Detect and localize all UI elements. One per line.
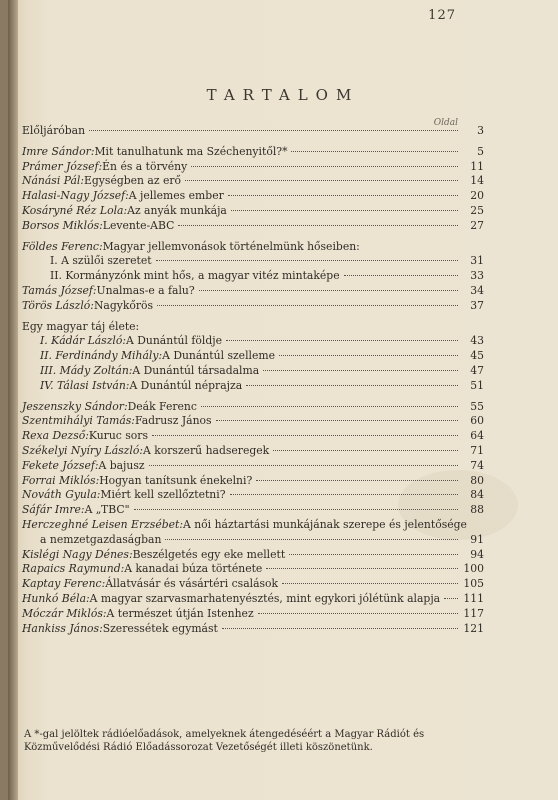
toc-leader-dots <box>279 354 458 356</box>
toc-title: A kanadai búza története <box>124 562 263 576</box>
toc-leader-dots <box>201 405 458 407</box>
toc-author: Törös László: <box>22 298 94 312</box>
toc-entry <box>22 444 484 459</box>
toc-entry <box>22 145 484 160</box>
toc-author: Borsos Miklós: <box>22 218 103 232</box>
toc-entry <box>22 459 484 474</box>
toc-entry <box>22 429 484 444</box>
toc-author: Földes Ferenc: <box>22 239 103 253</box>
toc-leader-dots <box>291 150 458 152</box>
toc-page-number: 31 <box>470 254 484 268</box>
toc-leader-dots <box>444 597 458 599</box>
toc-title: Állatvásár és vásártéri csalások <box>105 577 279 591</box>
toc-page-number: 60 <box>470 414 484 428</box>
toc-title: a nemzetgazdaságban <box>40 532 162 546</box>
toc-entry <box>22 607 484 622</box>
toc-entry <box>22 204 484 219</box>
toc-entry <box>22 254 484 269</box>
toc-title: A női háztartási munkájának szerepe és jelentősége <box>183 517 467 531</box>
toc-author: Nováth Gyula: <box>22 488 101 502</box>
toc-leader-dots <box>228 194 458 196</box>
toc-entry <box>22 474 484 489</box>
toc-title: A Dunántúl földje <box>126 334 222 348</box>
toc-title: A jellemes ember <box>128 189 224 203</box>
toc-title: Előljáróban <box>22 124 86 137</box>
toc-title: Egy magyar táj élete: <box>22 319 140 333</box>
toc-author: Móczár Miklós: <box>22 606 107 620</box>
toc-leader-dots <box>230 493 459 495</box>
toc-entry <box>22 174 484 189</box>
toc-author: Szentmihályi Tamás: <box>22 414 135 428</box>
toc-entry <box>22 533 484 548</box>
toc-entry <box>22 622 484 637</box>
toc-entry <box>22 562 484 577</box>
toc-entry <box>22 189 484 204</box>
toc-author: Herczeghné Leisen Erzsébet: <box>22 517 183 531</box>
book-page <box>8 0 558 800</box>
toc-title: A „TBC" <box>84 503 130 517</box>
toc-page-number: 100 <box>463 562 484 576</box>
toc-entry <box>22 488 484 503</box>
toc-leader-dots <box>258 612 458 614</box>
toc-title: Mit tanulhatunk ma Széchenyitől?* <box>94 144 288 158</box>
toc-author: I. Kádár László: <box>40 334 127 348</box>
toc-title: Magyar jellemvonások történelmünk hőseiben: <box>102 239 360 253</box>
toc-author: Jeszenszky Sándor: <box>22 399 128 413</box>
toc-title: A bajusz <box>98 458 145 472</box>
toc-leader-dots <box>185 179 458 181</box>
toc-page-number: 117 <box>463 606 484 620</box>
toc-page-number: 91 <box>470 532 484 546</box>
toc-entry <box>22 349 484 364</box>
toc-title: A Dunántúl néprajza <box>129 378 243 392</box>
toc-leader-dots <box>344 274 458 276</box>
toc-page-number: 45 <box>470 349 484 363</box>
toc-entry <box>22 240 484 255</box>
toc-entry <box>22 518 484 533</box>
toc-leader-dots <box>216 419 458 421</box>
toc-leader-dots <box>152 434 458 436</box>
toc-leader-dots <box>157 304 458 306</box>
toc-author: Kislégi Nagy Dénes: <box>22 547 133 561</box>
page-column-header: Oldal <box>433 118 458 128</box>
toc-title: A természet útján Istenhez <box>106 606 254 620</box>
toc-page-number: 33 <box>470 269 484 283</box>
toc-title: Unalmas-e a falu? <box>96 283 195 297</box>
toc-entry <box>22 284 484 299</box>
toc-leader-dots <box>149 464 458 466</box>
toc-page-number: 3 <box>477 124 484 137</box>
toc-title: Én és a törvény <box>102 159 188 173</box>
page-title: TARTALOM <box>206 86 360 104</box>
toc-title: Miért kell szellőztetni? <box>100 488 226 502</box>
toc-author: II. Ferdinándy Mihály: <box>40 349 163 363</box>
toc-leader-dots <box>165 538 458 540</box>
toc-leader-dots <box>89 129 458 131</box>
toc-author: Fekete József: <box>22 458 99 472</box>
toc-leader-dots <box>266 567 458 569</box>
toc-page-number: 71 <box>470 443 484 457</box>
toc-leader-dots <box>263 369 458 371</box>
toc-author: Nánási Pál: <box>22 174 85 188</box>
toc-page-number: 14 <box>470 174 484 188</box>
toc-page-number: 80 <box>470 473 484 487</box>
toc-title: Levente-ABC <box>102 218 175 232</box>
toc-leader-dots <box>134 508 458 510</box>
toc-title: A Dunántúl társadalma <box>132 363 260 377</box>
toc-leader-dots <box>199 289 458 291</box>
toc-title: Kuruc sors <box>88 429 149 443</box>
toc-leader-dots <box>256 479 458 481</box>
toc-title: Fadrusz János <box>134 414 212 428</box>
toc-entry <box>22 379 484 394</box>
toc-author: Rapaics Raymund: <box>22 562 125 576</box>
toc-page-number: 20 <box>470 189 484 203</box>
toc-entry <box>22 299 484 314</box>
toc-title: A korszerű hadseregek <box>142 443 270 457</box>
toc-page-number: 88 <box>470 503 484 517</box>
toc-page-number: 25 <box>470 203 484 217</box>
toc-entry <box>22 364 484 379</box>
toc-leader-dots <box>191 165 458 167</box>
toc-title: Az anyák munkája <box>127 203 227 217</box>
toc-title: I. A szülői szeretet <box>50 254 152 268</box>
toc-entry <box>22 269 484 284</box>
toc-leader-dots <box>178 224 458 226</box>
toc-title: Szeressétek egymást <box>102 621 218 635</box>
toc-leader-dots <box>282 582 458 584</box>
page-number: 127 <box>428 8 456 23</box>
book-spine <box>8 0 18 800</box>
toc-author: Sáfár Imre: <box>22 503 85 517</box>
toc-author: Kaptay Ferenc: <box>22 577 106 591</box>
toc-page-number: 5 <box>477 144 484 158</box>
toc-page-number: 43 <box>470 334 484 348</box>
toc-author: Székelyi Nyíry László: <box>22 443 143 457</box>
toc-entry <box>22 400 484 415</box>
toc-page-number: 64 <box>470 429 484 443</box>
toc-title: Beszélgetés egy eke mellett <box>132 547 286 561</box>
toc-author: IV. Tálasi István: <box>40 378 130 392</box>
toc-leader-dots <box>156 259 458 261</box>
toc-leader-dots <box>231 209 458 211</box>
toc-page-number: 105 <box>463 577 484 591</box>
toc-entry <box>22 160 484 175</box>
toc-leader-dots <box>226 339 458 341</box>
toc-page-number: 55 <box>470 399 484 413</box>
toc-author: Forrai Miklós: <box>22 473 100 487</box>
footnote: A *-gal jelöltek rádióelőadások, amelyeknek átengedéséért a Magyar Rádiót és Közművelődési Rádió Előadássorozat Vezetőségét illeti köszönetünk. <box>24 729 425 753</box>
toc-author: Kosáryné Réz Lola: <box>22 203 128 217</box>
toc-page-number: 37 <box>470 298 484 312</box>
toc-entry <box>22 577 484 592</box>
toc-author: Imre Sándor: <box>22 144 95 158</box>
toc-author: Tamás József: <box>22 283 97 297</box>
toc-title: A Dunántúl szelleme <box>162 349 275 363</box>
toc-page-number: 27 <box>470 218 484 232</box>
toc-author: Rexa Dezső: <box>22 429 89 443</box>
toc-entry <box>22 592 484 607</box>
toc-title: Egységben az erő <box>84 174 182 188</box>
toc-page-number: 74 <box>470 458 484 472</box>
table-of-contents <box>22 124 484 636</box>
toc-title: II. Kormányzónk mint hős, a magyar vitéz mintaképe <box>50 269 340 283</box>
toc-page-number: 94 <box>470 547 484 561</box>
toc-title: Deák Ferenc <box>127 399 197 413</box>
toc-leader-dots <box>222 627 458 629</box>
toc-title: A magyar szarvasmarhatenyésztés, mint egykori jólétünk alapja <box>89 591 441 605</box>
toc-entry <box>22 414 484 429</box>
toc-page-number: 51 <box>470 378 484 392</box>
toc-title: Nagykőrös <box>93 298 154 312</box>
toc-page-number: 84 <box>470 488 484 502</box>
toc-leader-dots <box>246 384 458 386</box>
toc-leader-dots <box>289 553 458 555</box>
toc-entry <box>22 334 484 349</box>
toc-entry <box>22 320 484 335</box>
toc-page-number: 47 <box>470 363 484 377</box>
toc-title: Hogyan tanítsunk énekelni? <box>99 473 253 487</box>
toc-author: Halasi-Nagy József: <box>22 189 129 203</box>
toc-entry <box>22 124 484 139</box>
toc-entry <box>22 548 484 563</box>
toc-author: Prámer József: <box>22 159 103 173</box>
toc-entry <box>22 219 484 234</box>
toc-author: III. Mády Zoltán: <box>40 363 133 377</box>
toc-author: Hunkó Béla: <box>22 591 90 605</box>
toc-page-number: 111 <box>463 591 484 605</box>
toc-entry <box>22 503 484 518</box>
toc-author: Hankiss János: <box>22 621 103 635</box>
toc-page-number: 11 <box>470 159 484 173</box>
toc-page-number: 121 <box>463 621 484 635</box>
toc-leader-dots <box>273 449 458 451</box>
toc-page-number: 34 <box>470 283 484 297</box>
